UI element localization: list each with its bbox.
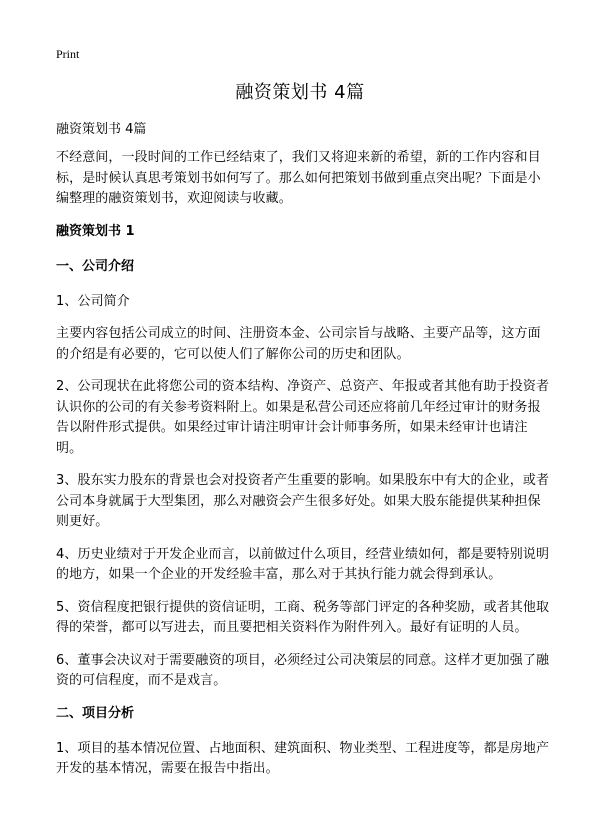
company-intro-heading: 1、公司简介 xyxy=(56,293,130,309)
document-subtitle: 融资策划书 4篇 xyxy=(56,122,147,137)
credit-standing-paragraph: 5、资信程度把银行提供的资信证明，工商、税务等部门评定的各种奖励，或者其他取得的荣誉，都可以写进去，而且要把相关资料作为附件列入。最好有证明的人员。 xyxy=(56,599,550,635)
section-heading-company: 一、公司介绍 xyxy=(56,258,135,274)
project-basics-paragraph: 1、项目的基本情况位置、占地面积、建筑面积、物业类型、工程进度等，都是房地产开发的基本情况，需要在报告中指出。 xyxy=(56,740,550,776)
print-label: Print xyxy=(56,47,80,61)
history-performance-paragraph: 4、历史业绩对于开发企业而言，以前做过什么项目，经营业绩如何，都是要特别说明的地方，如果一个企业的开发经验丰富，那么对于其执行能力就会得到承认。 xyxy=(56,546,550,582)
company-status-paragraph: 2、公司现状在此将您公司的资本结构、净资产、总资产、年报或者其他有助于投资者认识你的公司的有关参考资料附上。如果是私营公司还应将前几年经过审计的财务报告以附件形式提供。如果经过审计请注明审计会计师事务所，如果未经审计也请注明。 xyxy=(56,379,550,456)
document-body xyxy=(56,148,552,792)
company-intro-paragraph: 主要内容包括公司成立的时间、注册资本金、公司宗旨与战略、主要产品等，这方面的介绍是有必要的，它可以使人们了解你公司的历史和团队。 xyxy=(56,326,541,362)
intro-paragraph: 不经意间，一段时间的工作已经结束了，我们又将迎来新的希望，新的工作内容和目标，是时候认真思考策划书如何写了。那么如何把策划书做到重点突出呢？下面是小编整理的融资策划书，欢迎阅读与收藏。 xyxy=(56,150,541,206)
board-resolution-paragraph: 6、董事会决议对于需要融资的项目，必须经过公司决策层的同意。这样才更加强了融资的可信程度，而不是戏言。 xyxy=(56,652,550,688)
document-title: 融资策划书 4篇 xyxy=(235,82,365,103)
shareholder-strength-paragraph: 3、股东实力股东的背景也会对投资者产生重要的影响。如果股东中有大的企业，或者公司本身就属于大型集团，那么对融资会产生很多好处。如果大股东能提供某种担保则更好。 xyxy=(56,473,550,529)
section-heading-project: 二、项目分析 xyxy=(56,705,135,721)
plan-heading: 融资策划书 1 xyxy=(56,223,135,239)
